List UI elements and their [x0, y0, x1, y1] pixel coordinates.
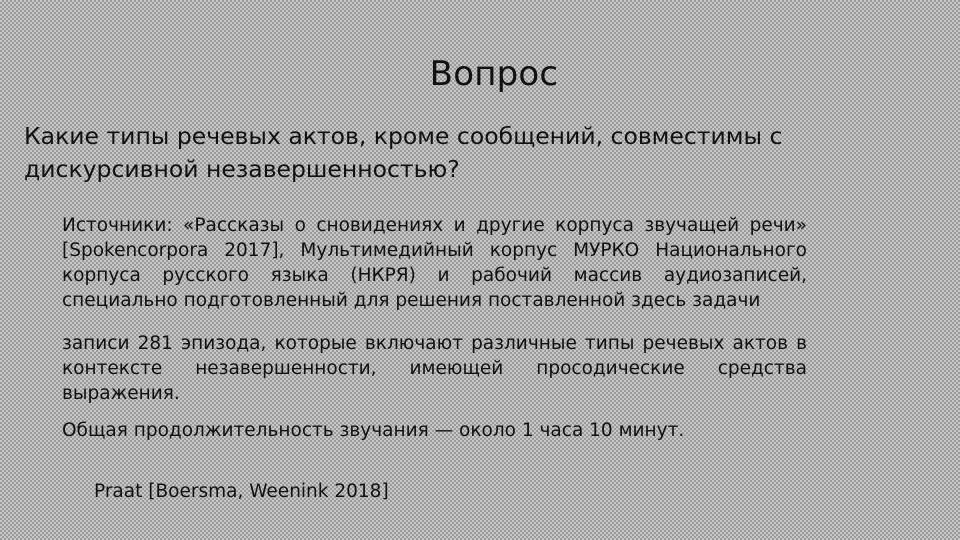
- question-text: Какие типы речевых актов, кроме сообщений, совместимы с дискурсивной незавершенностью?: [24, 122, 783, 183]
- sources-paragraph: Источники: «Рассказы о сновидениях и другие корпуса звучащей речи» [Spokencorpora 2017], Мультимедийный корпус МУРКО Национального корпуса русского языка (НКРЯ) и рабочий массив аудиозаписей, специально подготовленный для решения поставленной здесь задачи: [62, 215, 807, 311]
- tool-reference: Praat [Boersma, Weenink 2018]: [94, 481, 389, 502]
- slide-title: Вопрос: [429, 54, 559, 94]
- duration-paragraph: Общая продолжительность звучания — около 1 часа 10 минут.: [62, 420, 685, 441]
- records-paragraph: записи 281 эпизода, которые включают различные типы речевых актов в контексте незавершенности, имеющей просодические средства выражения.: [62, 333, 807, 404]
